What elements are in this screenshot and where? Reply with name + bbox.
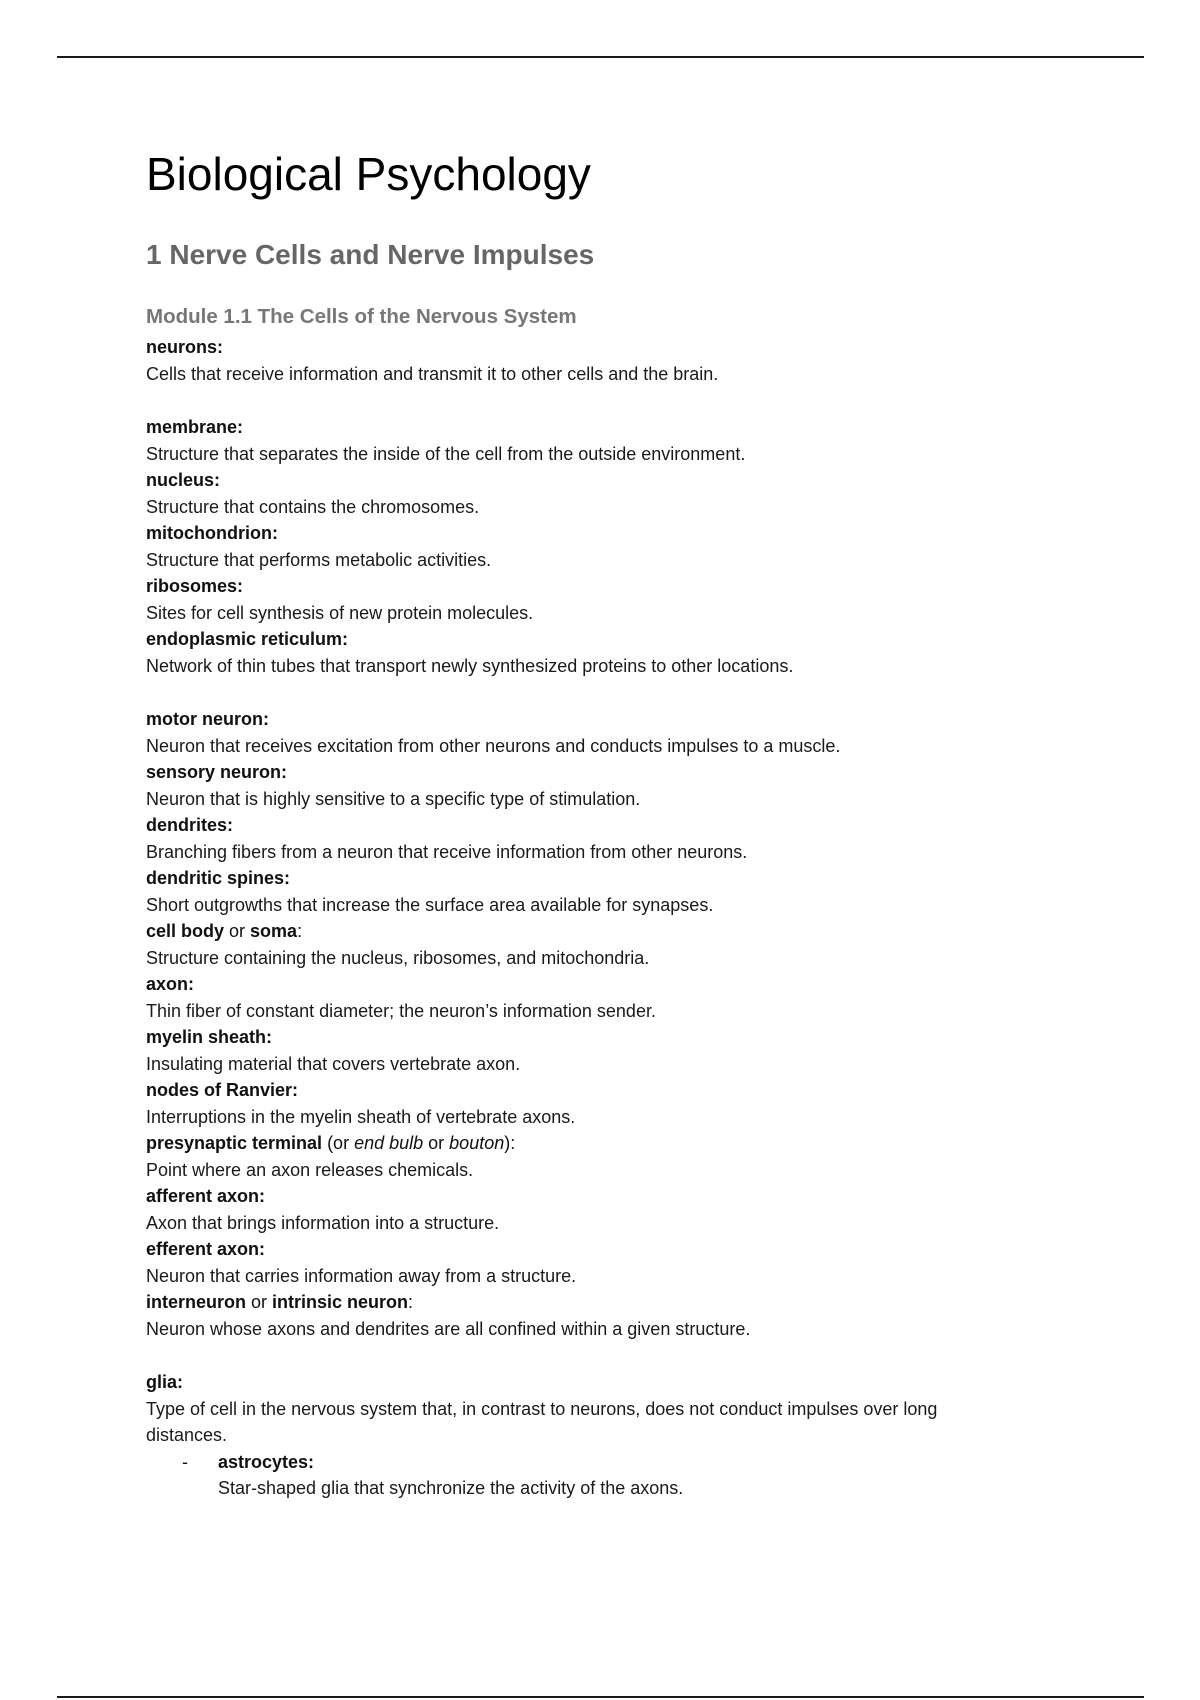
def-motor-neuron: Neuron that receives excitation from other neurons and conducts impulses to a muscle. — [146, 735, 841, 756]
spacer — [146, 387, 1106, 414]
term-ribosomes: ribosomes: — [146, 576, 244, 596]
document-body — [146, 140, 1106, 1498]
term-astrocytes: astrocytes: — [218, 1451, 315, 1472]
top-rule — [57, 56, 1144, 58]
def-efferent-axon: Neuron that carries information away from a structure. — [146, 1265, 577, 1286]
term-soma: soma — [250, 921, 298, 941]
term-myelin-sheath: myelin sheath: — [146, 1027, 273, 1047]
term-glia: glia: — [146, 1372, 184, 1392]
def-neurons: Cells that receive information and transmit it to other cells and the brain. — [146, 363, 719, 384]
term-interneuron-primary: interneuron — [146, 1292, 247, 1312]
term-dendritic-spines: dendritic spines: — [146, 868, 291, 888]
term-close: ): — [504, 1133, 516, 1153]
chapter-heading: 1 Nerve Cells and Nerve Impulses — [146, 239, 595, 270]
term-nodes-of-ranvier: nodes of Ranvier: — [146, 1080, 299, 1100]
def-axon: Thin fiber of constant diameter; the neuron’s information sender. — [146, 1000, 656, 1021]
term-efferent-axon: efferent axon: — [146, 1239, 266, 1259]
term-membrane: membrane: — [146, 417, 244, 437]
def-nodes-of-ranvier: Interruptions in the myelin sheath of vertebrate axons. — [146, 1106, 576, 1127]
glossary-entries — [146, 334, 1106, 1502]
spacer — [146, 679, 1106, 706]
term-presynaptic-primary: presynaptic terminal — [146, 1133, 323, 1153]
term-dendrites: dendrites: — [146, 815, 234, 835]
term-or: or — [423, 1133, 450, 1153]
sub-entry-astrocytes — [146, 1449, 1106, 1502]
document-title: Biological Psychology — [146, 148, 591, 200]
term-or: or — [224, 921, 251, 941]
def-ribosomes: Sites for cell synthesis of new protein molecules. — [146, 602, 534, 623]
term-colon: : — [408, 1292, 414, 1312]
list-dash: - — [182, 1451, 188, 1472]
term-open: (or — [322, 1133, 355, 1153]
term-intrinsic-neuron: intrinsic neuron — [272, 1292, 409, 1312]
term-cell-body — [146, 918, 1106, 945]
def-nucleus: Structure that contains the chromosomes. — [146, 496, 480, 517]
def-astrocytes: Star-shaped glia that synchronize the activity of the axons. — [218, 1478, 684, 1498]
def-myelin-sheath: Insulating material that covers vertebrate axon. — [146, 1053, 521, 1074]
module-heading: Module 1.1 The Cells of the Nervous System — [146, 305, 577, 328]
term-motor-neuron: motor neuron: — [146, 709, 269, 729]
def-glia-line1: Type of cell in the nervous system that, in contrast to neurons, does not conduct impulses over long — [146, 1398, 938, 1419]
term-presynaptic-terminal — [146, 1130, 1106, 1157]
def-membrane: Structure that separates the inside of the cell from the outside environment. — [146, 443, 746, 464]
def-glia-line2: distances. — [146, 1425, 228, 1445]
def-sensory-neuron: Neuron that is highly sensitive to a specific type of stimulation. — [146, 788, 641, 809]
term-end-bulb: end bulb — [354, 1133, 424, 1153]
term-interneuron — [146, 1289, 1106, 1316]
def-presynaptic-terminal: Point where an axon releases chemicals. — [146, 1159, 474, 1180]
def-endoplasmic-reticulum: Network of thin tubes that transport newly synthesized proteins to other locations. — [146, 655, 794, 676]
term-afferent-axon: afferent axon: — [146, 1186, 266, 1206]
def-dendritic-spines: Short outgrowths that increase the surface area available for synapses. — [146, 894, 714, 915]
def-afferent-axon: Axon that brings information into a structure. — [146, 1212, 500, 1233]
term-axon: axon: — [146, 974, 195, 994]
def-mitochondrion: Structure that performs metabolic activities. — [146, 549, 492, 570]
def-dendrites: Branching fibers from a neuron that receive information from other neurons. — [146, 841, 748, 862]
def-cell-body: Structure containing the nucleus, ribosomes, and mitochondria. — [146, 947, 650, 968]
term-cell-body-primary: cell body — [146, 921, 225, 941]
spacer — [146, 1342, 1106, 1369]
bottom-rule — [57, 1696, 1144, 1698]
term-endoplasmic-reticulum: endoplasmic reticulum: — [146, 629, 349, 649]
term-mitochondrion: mitochondrion: — [146, 523, 278, 543]
term-or: or — [246, 1292, 273, 1312]
term-sensory-neuron: sensory neuron: — [146, 762, 288, 782]
term-colon: : — [297, 921, 303, 941]
term-bouton: bouton — [449, 1133, 505, 1153]
term-nucleus: nucleus: — [146, 470, 221, 490]
term-neurons: neurons: — [146, 337, 224, 357]
def-interneuron: Neuron whose axons and dendrites are all confined within a given structure. — [146, 1318, 751, 1339]
